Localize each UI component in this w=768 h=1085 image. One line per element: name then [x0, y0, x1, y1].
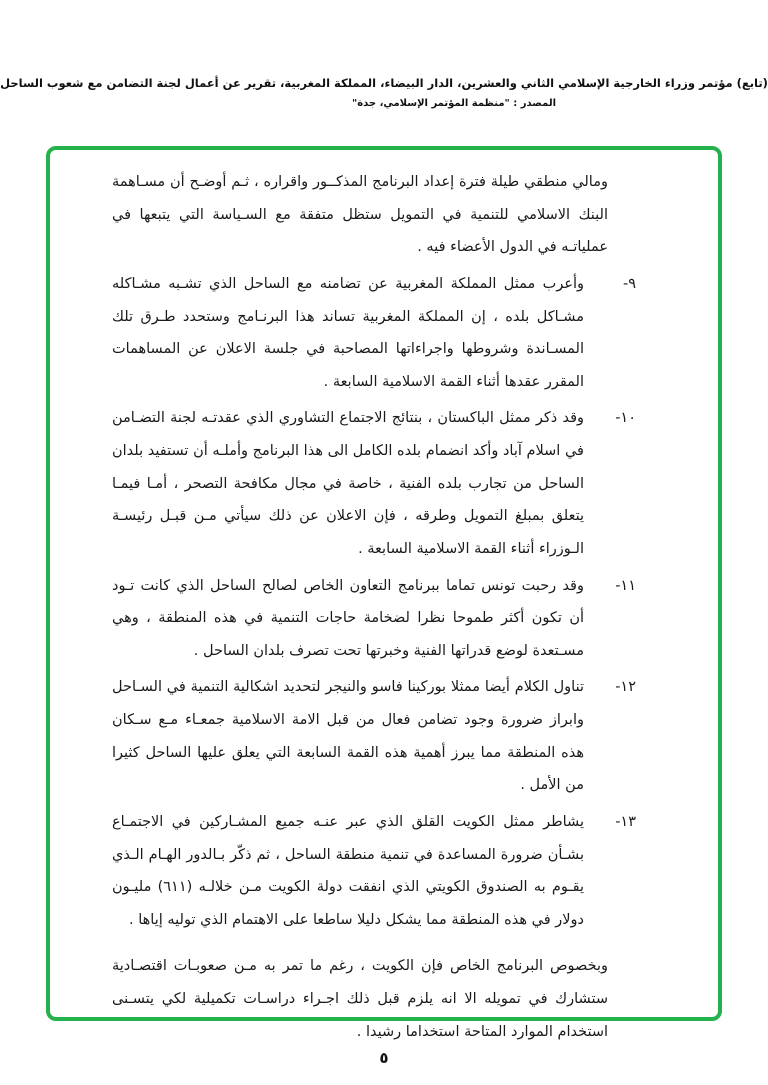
item-text: وقد رحبت تونس تماما ببرنامج التعاون الخاص لصالح الساحل الذي كانت تـود أن تكون أكثر طموحا نظرا لضخامة حاجات التنمية في هذه المنطقة ، وهي مسـتعدة لوضع قدراتها الفنية وخبرتها تحت تصرف بلدان الساحل . [112, 577, 584, 659]
item-text: يشاطر ممثل الكويت القلق الذي عبر عنـه جميع المشـاركين في الاجتمـاع بشـأن ضرورة المساعدة في تنمية منطقة الساحل ، ثم ذكّر بـالدور الهـام الـذي يقـوم به الصندوق الكويتي الذي انفقت دولة الكويت مـن خلالـه (٦١١) مليـون دولار في هذه المنطقة مما يشكل دليلا ساطعا على الاهتمام الذي توليه إياها . [112, 813, 584, 928]
item-number: ١٣- [615, 813, 636, 830]
list-item [112, 671, 636, 802]
page-number: ٥ [379, 1049, 389, 1067]
document-source: المصدر : "منظمة المؤتمر الإسلامي، جدة" [351, 98, 556, 109]
list-item [112, 268, 636, 399]
item-number: ١١- [615, 577, 636, 594]
document-title: (تابع) مؤتمر وزراء الخارجية الإسلامي الثاني والعشرين، الدار البيضاء، المملكة المغربية، تقرير عن أعمال لجنة التضامن مع شعوب الساحل [0, 76, 768, 90]
content-frame [46, 146, 722, 1040]
item-number: ١٠- [615, 410, 636, 427]
item-text: تناول الكلام أيضا ممثلا بوركينا فاسو والنيجر لتحديد اشكالية التنمية في السـاحل وابراز ضرورة وجود تضامن فعال من قبل الامة الاسلامية جمعـاء مـع سـكان هذه المنطقة مما يبرز أهمية هذه القمة السابعة التي يعلق عليها الساحل كثيرا من الأمل . [112, 679, 584, 794]
list-item [112, 806, 636, 937]
item-number: ٩- [622, 275, 636, 292]
document-body [50, 150, 718, 1048]
document-header [0, 76, 768, 109]
item-number: ١٢- [615, 679, 636, 696]
intro-paragraph: ومالي منطقي طيلة فترة إعداد البرنامج المذكــور واقراره ، ثـم أوضـح أن مسـاهمة البنك الاسلامي للتنمية في التمويل ستظل متفقة مع السـياسة التي يتبعها في عملياتـه في الدول الأعضاء فيه . [112, 174, 608, 256]
item-text: وأعرب ممثل المملكة المغربية عن تضامنه مع الساحل الذي تشـبه مشـاكله مشـاكل بلده ، إن المملكة المغربية تساند هذا البرنـامج وستحدد طـرق تلك المسـاندة وشروطها واجراءاتها المصاحبة في جلسة الاعلان عن المساهمات المقرر عقدها أثناء القمة الاسلامية السابعة . [112, 275, 584, 390]
list-item [112, 402, 636, 565]
item-text: وقد ذكر ممثل الباكستان ، بنتائج الاجتماع التشاوري الذي عقدتـه لجنة التضـامن في اسلام آباد وأكد انضمام بلده الكامل الى هذا البرنامج وأملـه أن تستفيد بلدان الساحل من تجارب بلده الفنية ، خاصة في مجال مكافحة التصحر ، أمـا فيمـا يتعلق بمبلغ التمويل وطرقه ، فإن الاعلان عن ذلك سيأتي مـن قبـل رئيسـة الـوزراء أثناء القمة الاسلامية السابعة . [112, 410, 584, 557]
list-item [112, 570, 636, 668]
closing-paragraph: وبخصوص البرنامج الخاص فإن الكويت ، رغم ما تمر به مـن صعوبـات اقتصـادية ستشارك في تمويله الا انه يلزم قبل ذلك اجـراء دراسـات تكميلية لكي يتسـنى استخدام الموارد المتاحة استخداما رشيدا . [112, 958, 608, 1040]
